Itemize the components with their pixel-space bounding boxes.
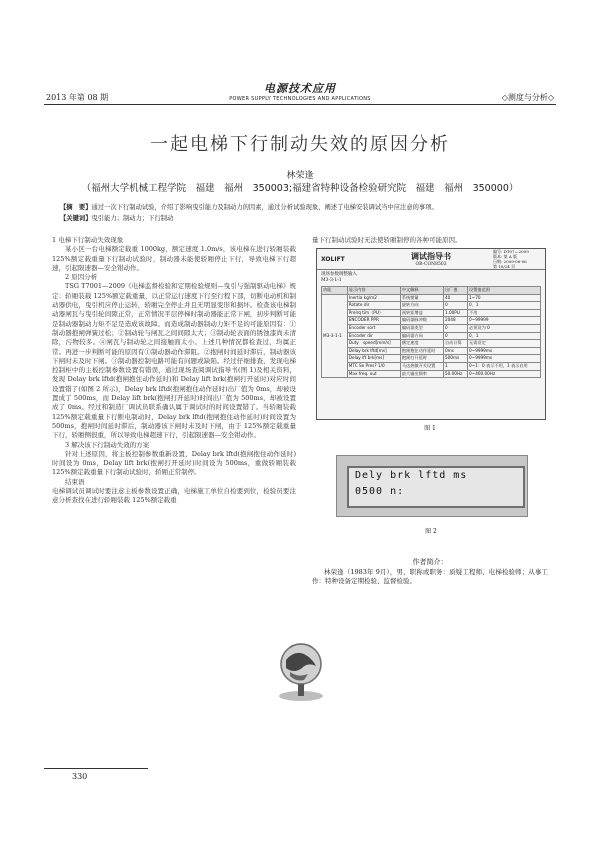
table-row — [322, 340, 541, 348]
body-paragraph: 2 原因分析 — [65, 273, 98, 282]
column-header: 中文解释 — [400, 287, 443, 295]
table-cell: 不用 — [468, 309, 541, 317]
page-number: 330 — [72, 772, 88, 781]
table-row — [322, 347, 541, 355]
table-cell: 额定速度 — [400, 340, 443, 348]
meta-line: 编号: DT07—2009 — [493, 249, 529, 254]
column-header: 设置值范围 — [468, 287, 541, 295]
table-row — [322, 309, 541, 317]
abstract-line — [60, 202, 540, 213]
table-cell: Encoder dir — [347, 332, 400, 340]
article-author: 林荣逢 — [286, 171, 314, 181]
table-cell: Rotate dir — [347, 302, 400, 310]
figure-1-header — [317, 249, 545, 270]
table-cell: 1 — [443, 362, 467, 370]
journal-name-en: POWER SUPPLY TECHNOLOGIES AND APPLICATIONS — [229, 96, 371, 102]
footer-divider — [44, 768, 148, 769]
body-paragraph: 结束语 — [65, 477, 85, 486]
section-label: ◇测度与分析◇ — [501, 93, 554, 102]
keywords-text: 曳引能力；制动力；下行制动 — [91, 215, 174, 222]
table-cell: 0 — [443, 332, 467, 340]
table-header-row — [322, 287, 541, 295]
section-title: 现场参数调整输入 — [321, 272, 357, 277]
body-paragraph: 针对上述原因，将主板控制参数重新设置，Delay brk lftd(抱闸抱住动作延时)时间设为 0ms，Delay lift brk(抱闸打开延时)时间设为 500ms，重做轿厢装载 125%额定载重量下行制动试验时，轿厢正常制停。 — [52, 449, 296, 477]
column-header: 功能 — [322, 287, 348, 295]
left-column — [52, 236, 296, 506]
decorative-emblem-icon — [274, 640, 328, 704]
table-row — [322, 294, 541, 302]
article-affiliation: （福州大学机械工程学院 福建 福州 350003;福建省特种设备检验研究院 福建 福州 350000） — [81, 183, 519, 194]
column-header: 出厂值 — [443, 287, 467, 295]
figure-1-meta — [493, 249, 545, 269]
table-row — [322, 370, 541, 378]
parameter-table-body — [322, 294, 541, 378]
table-cell: 0~9999ms — [468, 347, 541, 355]
table-row — [322, 362, 541, 370]
figure-1-subhead — [317, 270, 545, 286]
table-cell: Inertia kg/m2 — [347, 294, 400, 302]
table-cell: Delay lft brk[ms] — [347, 355, 400, 363]
parameter-table — [321, 286, 541, 378]
table-cell: 预转矩增益 — [400, 309, 443, 317]
table-cell: 0~9999ms — [468, 355, 541, 363]
table-cell: 必须设为 0 — [468, 324, 541, 332]
table-cell: 50.00Hz — [443, 370, 467, 378]
abstract-text: 通过一次下行制动试验，介绍了影响曳引能力及制动力的因素，通过分析试验现象，阐述了电梯安装调试当中应注意的事项。 — [91, 204, 438, 211]
table-row — [322, 317, 541, 325]
table-cell: 0ms — [443, 347, 467, 355]
figure-2-lcd-photo — [336, 455, 528, 517]
table-cell: 编码器方向 — [400, 332, 443, 340]
table-cell: Delay brk lftd[ms] — [347, 347, 400, 355]
right-column-intro: 量下行制动试验时无法使轿厢制停的各种可能原因。 — [312, 236, 462, 244]
meta-line: 第 18/24 页 — [493, 264, 516, 269]
lcd-display — [347, 466, 525, 508]
table-cell: Duty speed[mm/s] — [347, 340, 400, 348]
table-cell: 0~99999 — [468, 317, 541, 325]
body-paragraph: 3 解决该下行制动失效的方案 — [65, 440, 150, 449]
column-header: 显示内容 — [347, 287, 400, 295]
body-paragraph: TSG T7001—2009《电梯监督检验和定期检验规则—曳引与强制驱动电梯》规定：轿厢装载 125%额定载重量，以正常运行速度下行至行程下部，切断电动机和制动器供电，曳引机应停止运转，轿厢完全停止并且无明显变形和损坏。检查该电梯制动器闸瓦与曳引轮间隙正常，正常情况平层停梯时制动器能正常下闸，初步判断可能是制动器制动力矩不足是造成该故障。而造成制动器制动力矩不足的可能原因有：①制动器抱闸弹簧过松；②制动轮与闸瓦之间间隙太大；③制动轮表面的锈蚀漆尚未清除，污物较多。④闸瓦与制动轮之间接触面太小。上述几种情况都检查过，均属正常。再进一步判断可能的原因有①制动器动作滞阻。②抱闸时间延时滞后，制动器该下闸时未及时下闸。③制动器控制电路可能有问题或缺陷。经过仔细排查，发现电梯控制柜中的主板控制参数设置有错误，通过现场查阅调试指导书(图 1)及相关资料，发现 Delay brk lftd(抱闸抱住动作延时)和 Delay lift brk(抱闸打开延时)对应时间设置错了(如图 2 所示)，Delay brk lftd(抱闸抱住动作延时)出厂值为 0ms，却被设置成了 500ms，而 Delay lift brk(抱闸打开延时)时间出厂值为 500ms，却被设置成了 0ms。经过和制造厂调试员联系确认属于调试时的时间设置错了。当轿厢装载 125%额定载重量下行断电制动时，Delay brk lftd(抱闸抱住动作延时)时间设置为 500ms，抱闸时间延时滞后，制动器该下闸时未及时下闸，由于 125%额定载重量下行，轿厢侧很重，所以导致电梯超速下行，引起限速器—安全钳动作。 — [52, 282, 296, 440]
table-row — [322, 302, 541, 310]
meta-line: 日期: 2009-06-06 — [493, 259, 527, 264]
figure-1-document — [316, 248, 546, 420]
bio-heading: 作者简介： — [412, 558, 448, 566]
body-paragraph: 某小区一台电梯额定载重 1000kg，额定速度 1.0m/s，该电梯在进行轿厢装载 125%额定载重量下行制动试验时，制动器未能使轿厢停止下行，导致电梯下行超速，引起限速器—安全钳动作。 — [52, 245, 296, 272]
table-cell: 2048 — [443, 317, 467, 325]
article-title: 一起电梯下行制动失效的原因分析 — [150, 134, 450, 155]
table-cell: 最大输出频率 — [400, 370, 443, 378]
table-cell: 马达热敏开关设置 — [400, 362, 443, 370]
table-cell: 系统惯量 — [400, 294, 443, 302]
xolift-logo: XOLIFT — [321, 255, 345, 263]
table-cell: 0 — [443, 324, 467, 332]
table-cell: 抱闸打开延时 — [400, 355, 443, 363]
journal-name-cn: 电源技术应用 — [264, 82, 336, 95]
table-cell: 0 — [443, 302, 467, 310]
abstract-label: 【摘 要】 — [60, 204, 92, 211]
lcd-line-1: Dely brk lftd ms — [355, 470, 468, 481]
table-cell: Prelrq tim（PU） — [347, 309, 400, 317]
issue-label: 2013 年第 08 期 — [46, 93, 109, 102]
table-row — [322, 324, 541, 332]
body-paragraph: 电梯调试员调试时要注意主板参数设置正确，电梯施工单位自检要到位，检验员要注意分析查找在进行轿厢装载 125%额定载重 — [52, 487, 296, 505]
table-cell: 编码器类型 — [400, 324, 443, 332]
keywords-label: 【关键词】 — [60, 215, 92, 222]
table-cell: ENCODER PPR — [347, 317, 400, 325]
table-row — [322, 355, 541, 363]
table-cell: 0、1 — [468, 302, 541, 310]
group-cell: M3-3-1-1 — [322, 294, 348, 378]
section-code: M3-3-1-1 — [321, 278, 342, 283]
table-cell: Encoder sort — [347, 324, 400, 332]
figure-1-doc-code: OB-CON8503 — [415, 262, 447, 267]
table-cell: 500ms — [443, 355, 467, 363]
table-row — [322, 332, 541, 340]
bio-text: 林荣逢（1983年 9月），男，职称或职务：质疑工程师、电梯检验师；从事工作：特种设备定期检验、监督检验。 — [312, 568, 548, 586]
figure-1-doc-title-block — [369, 251, 493, 267]
table-cell: 0~400.00Hz — [468, 370, 541, 378]
abstract-block — [60, 202, 540, 224]
body-paragraph: 1 电梯下行制动失效现象 — [52, 236, 124, 244]
table-cell: 40 — [443, 294, 467, 302]
table-cell: 1~70 — [468, 294, 541, 302]
table-cell: MTC Se Pres? 1/0 — [347, 362, 400, 370]
table-cell: 无需设定 — [468, 340, 541, 348]
table-cell: 抱闸抱住动作延时 — [400, 347, 443, 355]
table-cell: 旋转方向 — [400, 302, 443, 310]
table-cell: 0、1 — [468, 332, 541, 340]
lcd-line-2: 0500 n: — [355, 486, 405, 497]
table-cell: 编码器脉冲数 — [400, 317, 443, 325]
keywords-line — [60, 213, 540, 224]
figure-2-caption: 图 2 — [425, 528, 437, 535]
table-cell: 自动计算 — [443, 340, 467, 348]
header-divider — [44, 104, 556, 105]
table-cell: Max freq. out — [347, 370, 400, 378]
table-cell: 0~1：0 表示不用，1 表示启用 — [468, 362, 541, 370]
meta-line: 版本: 第 A 版 — [493, 254, 518, 259]
figure-1-doc-title: 调试指导书 — [411, 251, 451, 261]
table-cell: 1.00PU — [443, 309, 467, 317]
figure-1-caption: 图 1 — [424, 425, 436, 432]
